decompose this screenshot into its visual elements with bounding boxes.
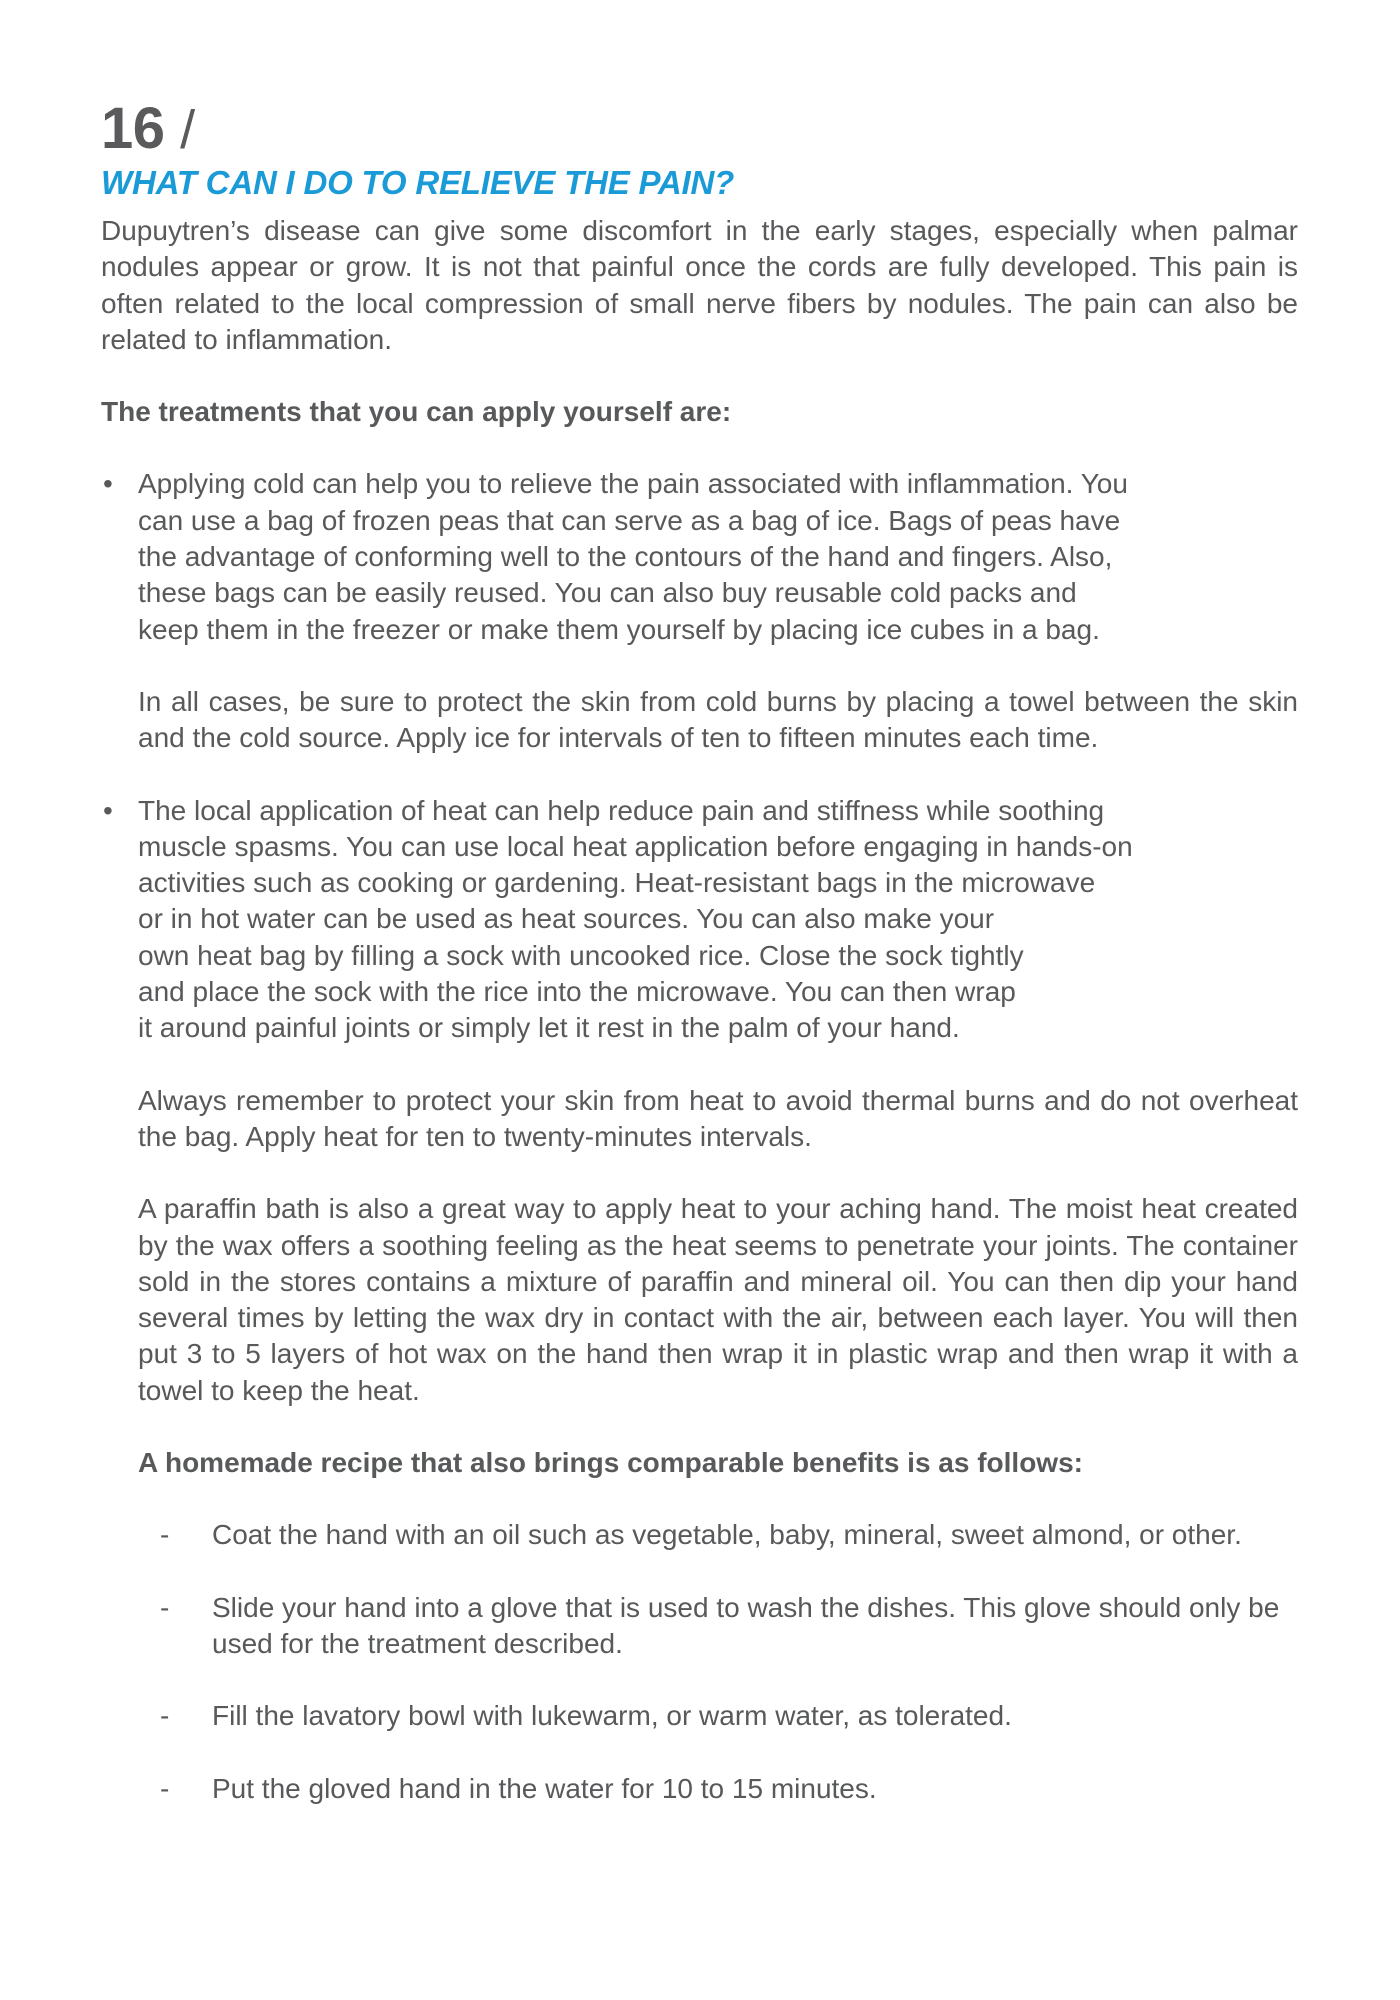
treatment-list [101,466,1298,1806]
bullet-marker: • [103,468,113,500]
chapter-separator: / [180,100,195,160]
cold-line: the advantage of conforming well to the contours of the hand and fingers. Also, [138,541,1113,573]
cold-line: these bags can be easily reused. You can also buy reusable cold packs and [138,577,1077,609]
recipe-lead: A homemade recipe that also brings comparable benefits is as follows: [138,1447,1083,1479]
section-heading: WHAT CAN I DO TO RELIEVE THE PAIN? [101,164,735,201]
heat-line: activities such as cooking or gardening. Heat-resistant bags in the microwave [138,867,1096,899]
recipe-step-text: Slide your hand into a glove that is used to wash the dishes. This glove should only be used for the treatment described. [212,1591,1280,1659]
dash-marker: - [160,1519,170,1551]
intro-paragraph: Dupuytren’s disease can give some discomfort in the early stages, especially when palmar nodules appear or grow. It is not that painful once the cords are fully developed. This pain is often related to the local compression of small nerve fibers by nodules. The pain can also be related to inflammation. [101,215,1298,355]
recipe-step-text: Fill the lavatory bowl with lukewarm, or warm water, as tolerated. [212,1700,1012,1732]
heat-line: and place the sock with the rice into the microwave. You can then wrap [138,976,1016,1008]
treatment-cold [101,466,1298,756]
heat-line: or in hot water can be used as heat sources. You can also make your [138,903,995,935]
recipe-step-text: Put the gloved hand in the water for 10 to 15 minutes. [212,1772,877,1804]
chapter-number [101,98,1298,161]
heat-line: it around painful joints or simply let it rest in the palm of your hand. [138,1012,960,1044]
recipe-step-text: Coat the hand with an oil such as vegetable, baby, mineral, sweet almond, or other. [212,1519,1242,1551]
dash-marker: - [160,1591,170,1623]
recipe-steps [138,1517,1298,1806]
chapter-number-value: 16 [101,96,165,161]
cold-paragraph-1 [138,466,1298,647]
heat-line: The local application of heat can help reduce pain and stiffness while soothing [138,794,1105,826]
heat-line: muscle spasms. You can use local heat application before engaging in hands-on [138,830,1133,862]
recipe-step [138,1590,1298,1663]
recipe-step [138,1517,1298,1553]
dash-marker: - [160,1700,170,1732]
treatment-heat [101,793,1298,1807]
dash-marker: - [160,1772,170,1804]
cold-paragraph-2: In all cases, be sure to protect the skin from cold burns by placing a towel between the skin and the cold source. Apply ice for intervals of ten to fifteen minutes each time. [138,685,1298,754]
cold-line: Applying cold can help you to relieve the pain associated with inflammation. You [138,468,1128,500]
cold-line: keep them in the freezer or make them yourself by placing ice cubes in a bag. [138,613,1100,645]
recipe-step [138,1698,1298,1734]
paraffin-paragraph: A paraffin bath is also a great way to apply heat to your aching hand. The moist heat created by the wax offers a soothing feeling as the heat seems to penetrate your joints. The container sold in the stores contains a mixture of paraffin and mineral oil. You can then dip your hand several times by letting the wax dry in contact with the air, between each layer. You will then put 3 to 5 layers of hot wax on the hand then wrap it in plastic wrap and then wrap it with a towel to keep the heat. [138,1193,1298,1406]
heat-paragraph-2: Always remember to protect your skin from heat to avoid thermal burns and do not overheat the bag. Apply heat for ten to twenty-minutes intervals. [138,1084,1298,1152]
heat-paragraph-1 [138,793,1298,1047]
bullet-marker: • [103,794,113,826]
recipe-step [138,1771,1298,1807]
treatments-lead: The treatments that you can apply yourself are: [101,396,732,428]
heat-line: own heat bag by filling a sock with uncooked rice. Close the sock tightly [138,939,1024,971]
cold-line: can use a bag of frozen peas that can serve as a bag of ice. Bags of peas have [138,504,1121,536]
